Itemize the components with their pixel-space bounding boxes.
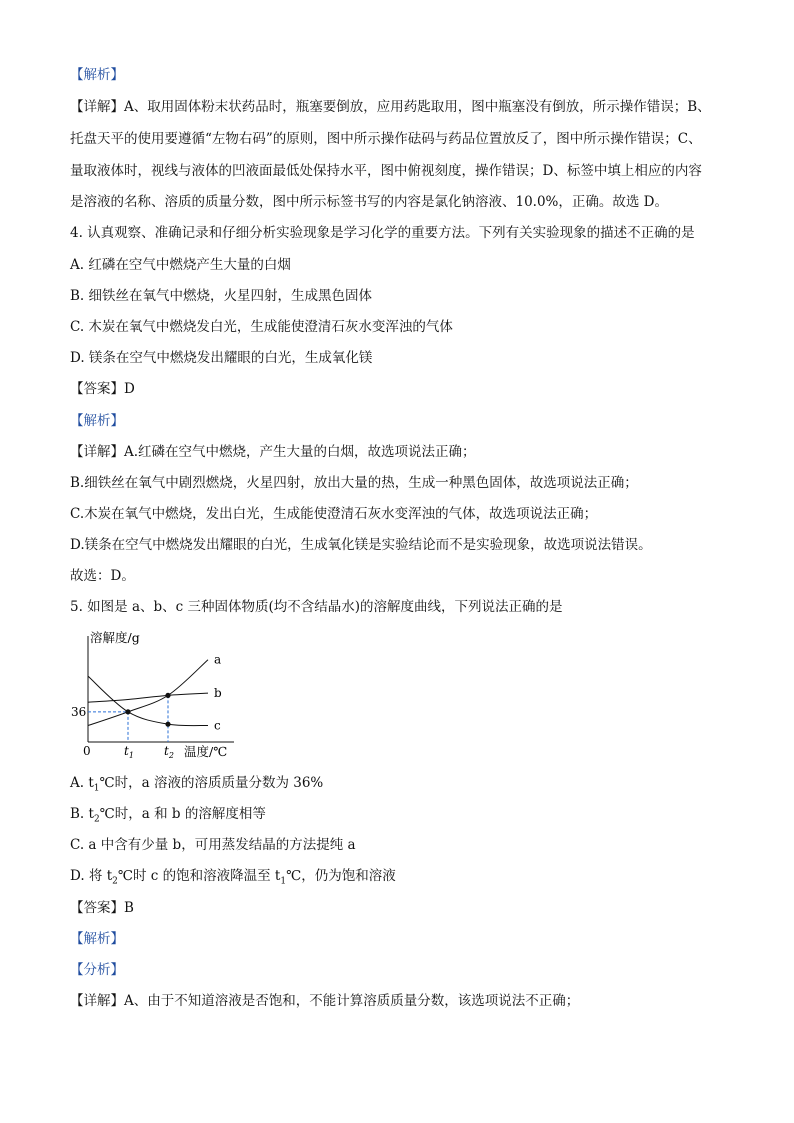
q4-conclusion: 故选：D。 xyxy=(70,568,135,584)
q5-option-d-sub2: 1 xyxy=(280,876,287,887)
q5-jiexi-heading: 【解析】 xyxy=(70,931,124,947)
solubility-chart xyxy=(70,626,250,761)
series-label-a: a xyxy=(214,652,222,667)
q4-option-d: D. 镁条在空气中燃烧发出耀眼的白光，生成氧化镁 xyxy=(70,350,373,366)
chart-xtick-t1 xyxy=(124,744,134,760)
q5-answer: 【答案】B xyxy=(70,900,134,916)
q3-detail-line-1: 【详解】A、取用固体粉末状药品时，瓶塞要倒放，应用药匙取用，图中瓶塞没有倒放，所示操作错误；B、 xyxy=(70,99,711,115)
q4-explain-b: B.细铁丝在氧气中剧烈燃烧，火星四射，放出大量的热，生成一种黑色固体，故选项说法正确； xyxy=(70,475,638,491)
q5-option-d-post: ℃，仍为饱和溶液 xyxy=(286,868,396,884)
chart-axes xyxy=(88,636,234,742)
q4-stem: 4. 认真观察、准确记录和仔细分析实验现象是学习化学的重要方法。下列有关实验现象的描述不正确的是 xyxy=(70,225,695,241)
chart-origin-label: 0 xyxy=(83,744,91,758)
chart-xtick-t2 xyxy=(164,744,174,760)
q3-jiexi-heading: 【解析】 xyxy=(70,67,124,83)
chart-guides xyxy=(88,695,168,742)
q5-option-b-pre: B. t xyxy=(70,806,94,822)
chart-curves xyxy=(88,660,208,726)
chart-xtick-t1-sub: 1 xyxy=(128,751,134,760)
q5-option-b-post: ℃时，a 和 b 的溶解度相等 xyxy=(99,806,266,822)
series-label-b: b xyxy=(214,686,222,701)
q4-option-a: A. 红磷在空气中燃烧产生大量的白烟 xyxy=(70,257,291,273)
curve-a xyxy=(88,660,208,726)
chart-xtick-t1-base: t xyxy=(124,744,129,758)
q5-option-d-pre: D. 将 t xyxy=(70,868,113,884)
q4-explain-c: C.木炭在氧气中燃烧，发出白光，生成能使澄清石灰水变浑浊的气体，故选项说法正确； xyxy=(70,506,598,522)
chart-xtick-t2-sub: 2 xyxy=(168,751,174,760)
q5-fenxi-heading: 【分析】 xyxy=(70,962,124,978)
q5-option-a xyxy=(70,774,730,798)
q4-option-b: B. 细铁丝在氧气中燃烧，火星四射，生成黑色固体 xyxy=(70,288,373,304)
chart-xlabel: 温度/℃ xyxy=(184,744,228,759)
chart-ylabel: 溶解度/g xyxy=(90,630,140,645)
point-t2-intersection xyxy=(165,693,170,698)
q5-explain-a: 【详解】A、由于不知道溶液是否饱和，不能计算溶质质量分数，该选项说法不正确； xyxy=(70,993,580,1009)
q5-option-a-sub: 1 xyxy=(93,783,100,794)
q4-jiexi-heading: 【解析】 xyxy=(70,413,124,429)
q3-detail-line-4: 是溶液的名称、溶质的质量分数，图中所示标签书写的内容是氯化钠溶液、10.0%，正确。故选 D。 xyxy=(70,194,668,210)
q5-option-b xyxy=(70,805,730,829)
q5-option-a-pre: A. t xyxy=(70,775,94,791)
q3-detail-line-2: 托盘天平的使用要遵循“左物右码”的原则，图中所示操作砝码与药品位置放反了，图中所示操作错误；C、 xyxy=(70,131,702,147)
point-c-at-t2 xyxy=(165,722,170,727)
point-t1-intersection xyxy=(125,709,130,714)
chart-xtick-t2-base: t xyxy=(164,744,169,758)
q5-option-d-sub1: 2 xyxy=(112,876,118,887)
q5-option-b-sub: 2 xyxy=(93,814,100,825)
q3-detail-line-3: 量取液体时，视线与液体的凹液面最低处保持水平，图中俯视刻度，操作错误；D、标签中填上相应的内容 xyxy=(70,163,702,179)
chart-labels xyxy=(71,630,227,760)
q5-option-c: C. a 中含有少量 b，可用蒸发结晶的方法提纯 a xyxy=(70,837,356,853)
q5-option-d-mid: ℃时 c 的饱和溶液降温至 t xyxy=(117,868,281,884)
series-label-c: c xyxy=(214,718,221,733)
q5-option-d xyxy=(70,867,730,891)
q4-answer: 【答案】D xyxy=(70,381,135,397)
chart-ytick-36: 36 xyxy=(71,704,87,719)
q4-explain-d: D.镁条在空气中燃烧发出耀眼的白光，生成氧化镁是实验结论而不是实验现象，故选项说法错误。 xyxy=(70,537,652,553)
q4-option-c: C. 木炭在氧气中燃烧发白光，生成能使澄清石灰水变浑浊的气体 xyxy=(70,319,453,335)
q4-explain-a: 【详解】A.红磷在空气中燃烧，产生大量的白烟，故选项说法正确； xyxy=(70,444,476,460)
q5-stem: 5. 如图是 a、b、c 三种固体物质(均不含结晶水)的溶解度曲线，下列说法正确的是 xyxy=(70,599,563,615)
q5-option-a-post: ℃时，a 溶液的溶质质量分数为 36% xyxy=(99,775,324,791)
curve-b xyxy=(88,693,208,702)
